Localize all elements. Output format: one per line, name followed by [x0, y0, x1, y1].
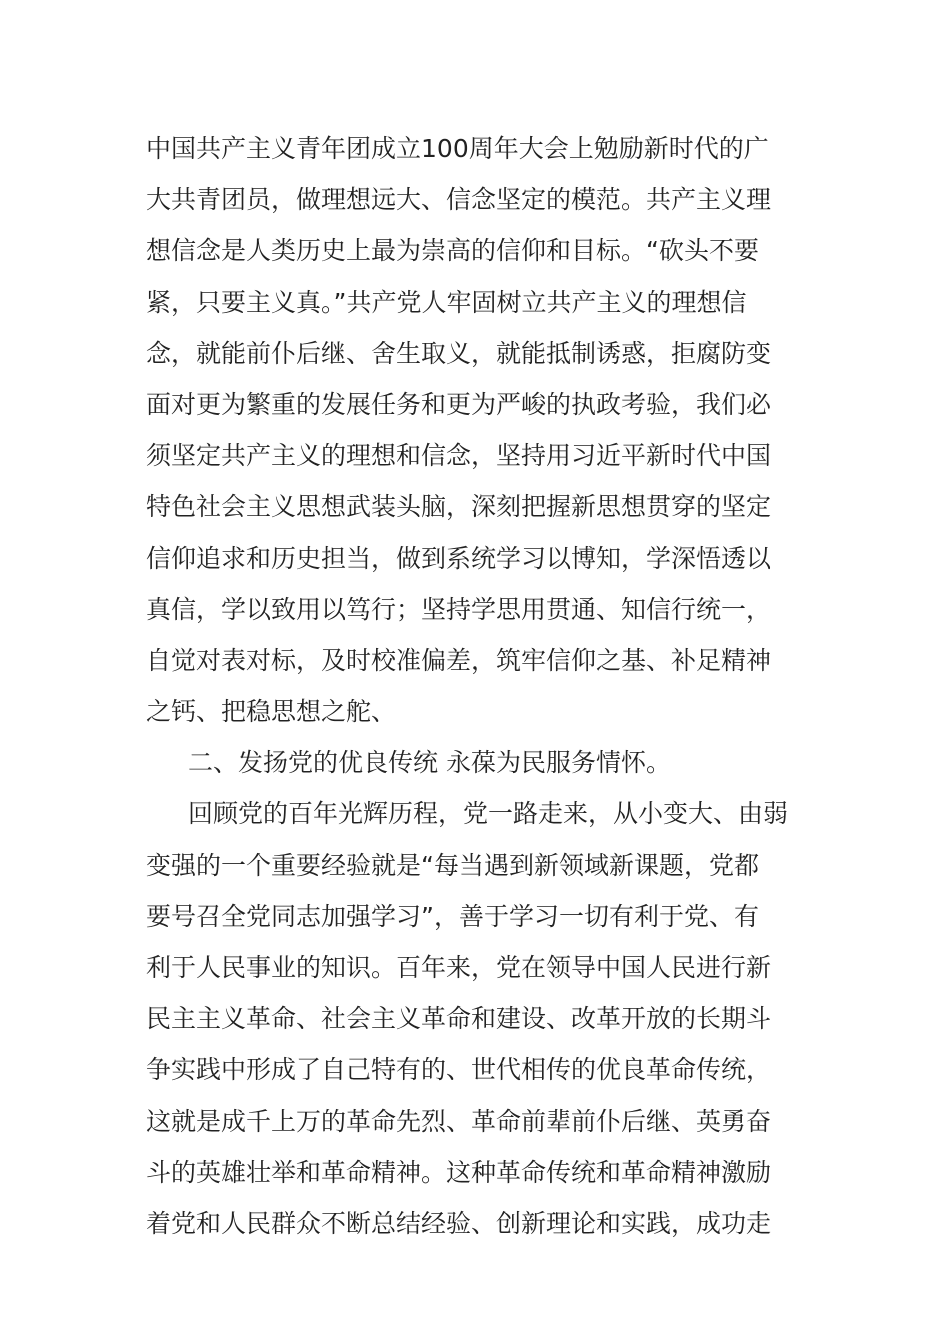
text-line: 须坚定共产主义的理想和信念，坚持用习近平新时代中国 — [146, 441, 772, 471]
text-line: 大共青团员，做理想远大、信念坚定的模范。共产主义理 — [146, 185, 772, 215]
text-line: 这就是成千上万的革命先烈、革命前辈前仆后继、英勇奋 — [146, 1106, 772, 1136]
text-line: 自觉对表对标，及时校准偏差，筑牢信仰之基、补足精神 — [146, 645, 772, 675]
text-line: 利于人民事业的知识。百年来，党在领导中国人民进行新 — [146, 953, 772, 982]
body-text — [146, 123, 826, 1249]
text-line: 中国共产主义青年团成立100周年大会上勉励新时代的广 — [146, 134, 769, 163]
text-line: 之钙、把稳思想之舵、 — [146, 697, 397, 727]
text-line: 要号召全党同志加强学习”，善于学习一切有利于党、有 — [146, 901, 759, 931]
text-line: 民主主义革命、社会主义革命和建设、改革开放的长期斗 — [146, 1004, 772, 1034]
text-line: 变强的一个重要经验就是“每当遇到新领域新课题，党都 — [146, 850, 759, 880]
text-line: 真信，学以致用以笃行；坚持学思用贯通、知信行统一， — [146, 594, 772, 624]
text-line: 想信念是人类历史上最为崇高的信仰和目标。“砍头不要 — [146, 236, 759, 266]
text-line: 信仰追求和历史担当，做到系统学习以博知，学深悟透以 — [146, 543, 772, 573]
text-line: 紧，只要主义真。”共产党人牢固树立共产主义的理想信 — [146, 287, 747, 317]
text-line: 回顾党的百年光辉历程，党一路走来，从小变大、由弱 — [188, 799, 789, 829]
text-line: 面对更为繁重的发展任务和更为严峻的执政考验，我们必 — [146, 389, 772, 419]
text-line: 着党和人民群众不断总结经验、创新理论和实践，成功走 — [146, 1208, 772, 1238]
text-line: 特色社会主义思想武装头脑，深刻把握新思想贯穿的坚定 — [146, 492, 772, 522]
text-line: 念，就能前仆后继、舍生取义，就能抵制诱惑，拒腐防变 — [146, 338, 772, 368]
text-line: 斗的英雄壮举和革命精神。这种革命传统和革命精神激励 — [146, 1157, 772, 1187]
text-line: 争实践中形成了自己特有的、世代相传的优良革命传统， — [146, 1055, 772, 1085]
section-heading: 二、发扬党的优良传统 永葆为民服务情怀。 — [188, 748, 671, 778]
